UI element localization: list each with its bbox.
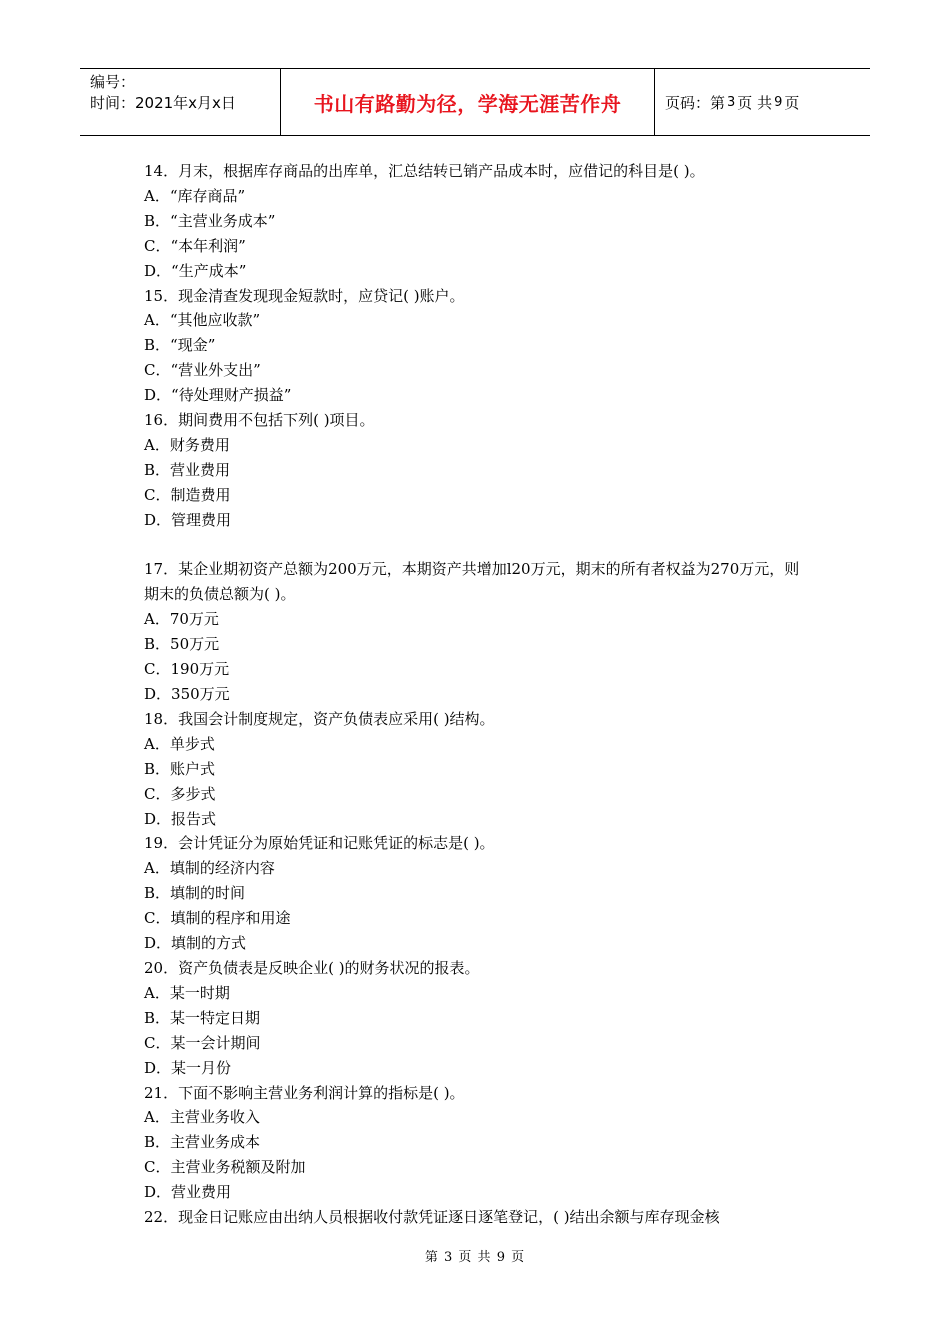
question-option: D．350万元: [144, 685, 230, 704]
question-option: D．填制的方式: [144, 934, 247, 953]
page-footer: 第 3 页 共 9 页: [424, 1250, 526, 1265]
question-option: B．“现金”: [144, 336, 216, 355]
question-option: B．营业费用: [144, 460, 231, 479]
blank-line: [144, 533, 812, 558]
question-stem: 20．资产负债表是反映企业( )的财务状况的报表。: [144, 958, 480, 977]
question-stem: 16．期间费用不包括下列( )项目。: [144, 411, 375, 430]
question-option: D．管理费用: [144, 510, 232, 529]
question-option: C．190万元: [144, 660, 230, 679]
question-option: A．某一时期: [144, 983, 230, 1002]
question-option: A．财务费用: [144, 435, 230, 454]
page-mid: 页 共: [737, 93, 773, 112]
question-option: B．填制的时间: [144, 884, 246, 903]
header-id-label: 编号：: [90, 73, 136, 91]
page-header: [80, 68, 870, 136]
question-stem: 17．某企业期初资产总额为200万元，本期资产共增加l20万元，期末的所有者权益为270万元，则期末的负债总额为( )。: [144, 560, 800, 604]
question-option: D．某一月份: [144, 1058, 232, 1077]
header-meta: [80, 69, 281, 135]
question-option: D．“生产成本”: [144, 261, 247, 280]
question-stem: 14．月末，根据库存商品的出库单，汇总结转已销产品成本时，应借记的科目是( )。: [144, 162, 705, 180]
question-option: A．填制的经济内容: [144, 859, 275, 878]
question-option: C．“营业外支出”: [144, 361, 261, 380]
question-option: B．“主营业务成本”: [144, 211, 276, 230]
header-time: 时间：2021年x月x日: [90, 94, 236, 112]
question-option: A．主营业务收入: [144, 1108, 260, 1127]
page-suffix: 页: [784, 93, 800, 112]
question-option: B．某一特定日期: [144, 1008, 261, 1027]
question-list: [144, 159, 812, 1230]
question-stem: 22．现金日记账应由出纳人员根据收付款凭证逐日逐笔登记，( )结出余额与库存现金核: [144, 1208, 720, 1227]
question-option: C．填制的程序和用途: [144, 909, 291, 928]
question-option: A．“库存商品”: [144, 186, 246, 205]
question-stem: 21．下面不影响主营业务利润计算的指标是( )。: [144, 1083, 465, 1102]
header-page-number: [655, 69, 870, 135]
question-option: D．营业费用: [144, 1183, 232, 1202]
question-option: C．制造费用: [144, 485, 231, 504]
question-stem: 19．会计凭证分为原始凭证和记账凭证的标志是( )。: [144, 834, 495, 853]
question-option: C．“本年利润”: [144, 236, 246, 255]
question-stem: 18．我国会计制度规定，资产负债表应采用( )结构。: [144, 709, 495, 728]
question-option: B．50万元: [144, 635, 220, 654]
page-current: 3: [727, 94, 736, 110]
question-option: A．70万元: [144, 610, 219, 629]
question-option: A．单步式: [144, 734, 215, 753]
question-option: C．主营业务税额及附加: [144, 1158, 306, 1177]
question-option: D．“待处理财产损益”: [144, 386, 292, 405]
question-option: A．“其他应收款”: [144, 311, 261, 330]
question-option: C．某一会计期间: [144, 1033, 261, 1052]
question-option: C．多步式: [144, 784, 216, 803]
page-total: 9: [774, 94, 783, 110]
question-stem: 15．现金清查发现现金短款时，应贷记( )账户。: [144, 286, 465, 305]
question-option: B．账户式: [144, 759, 216, 778]
question-option: B．主营业务成本: [144, 1133, 261, 1152]
page-prefix: 页码：第: [665, 93, 726, 112]
question-option: D．报告式: [144, 809, 217, 828]
header-motto: 书山有路勤为径，学海无涯苦作舟: [281, 69, 655, 135]
